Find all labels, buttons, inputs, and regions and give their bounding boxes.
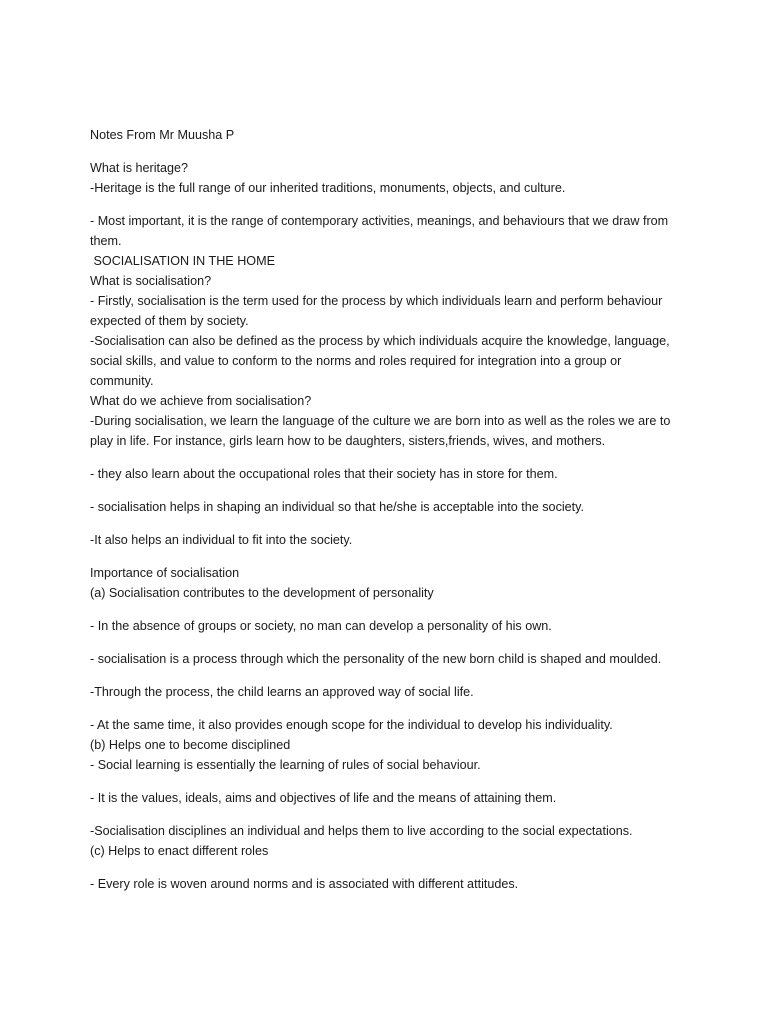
text-line: -Socialisation can also be defined as the process by which individuals acquire the knowledge, language, social skills, and value to conform to the norms and roles required for integration into a group or community. (90, 334, 674, 388)
text-line: - In the absence of groups or society, no man can develop a personality of his own. (90, 619, 552, 633)
document-title: Notes From Mr Muusha P (90, 128, 235, 142)
text-line: What is socialisation? (90, 274, 212, 288)
text-line: What do we achieve from socialisation? (90, 394, 312, 408)
paragraph (90, 464, 680, 484)
text-line: -Heritage is the full range of our inherited traditions, monuments, objects, and culture. (90, 181, 566, 195)
text-line: - It is the values, ideals, aims and objectives of life and the means of attaining them. (90, 791, 557, 805)
paragraph (90, 530, 680, 550)
paragraph (90, 874, 680, 894)
paragraph (90, 158, 680, 198)
text-line: What is heritage? (90, 161, 189, 175)
paragraph (90, 682, 680, 702)
text-line: - they also learn about the occupational roles that their society has in store for them. (90, 467, 558, 481)
paragraph (90, 616, 680, 636)
text-line: -Socialisation disciplines an individual and helps them to live according to the social expectations. (90, 824, 633, 838)
text-line: -Through the process, the child learns an approved way of social life. (90, 685, 474, 699)
text-line: - socialisation is a process through which the personality of the new born child is shaped and moulded. (90, 652, 662, 666)
paragraph (90, 715, 680, 775)
text-line: - socialisation helps in shaping an individual so that he/she is acceptable into the society. (90, 500, 585, 514)
paragraph (90, 821, 680, 861)
text-line: Importance of socialisation (90, 566, 240, 580)
text-line: - Every role is woven around norms and is associated with different attitudes. (90, 877, 519, 891)
text-line: - Firstly, socialisation is the term used for the process by which individuals learn and perform behaviour expected of them by society. (90, 294, 666, 328)
text-line: -It also helps an individual to fit into the society. (90, 533, 353, 547)
text-line: (b) Helps one to become disciplined (90, 738, 291, 752)
paragraph (90, 788, 680, 808)
text-line: -During socialisation, we learn the language of the culture we are born into as well as the roles we are to play in life. For instance, girls learn how to be daughters, sisters,friends, wives, and mothers. (90, 414, 674, 448)
paragraph (90, 649, 680, 669)
paragraph-list (90, 158, 680, 894)
text-line: SOCIALISATION IN THE HOME (90, 254, 275, 268)
document-body (90, 125, 680, 907)
paragraph (90, 211, 680, 451)
paragraph (90, 563, 680, 603)
text-line: (a) Socialisation contributes to the development of personality (90, 586, 434, 600)
text-line: (c) Helps to enact different roles (90, 844, 269, 858)
paragraph (90, 497, 680, 517)
text-line: - Most important, it is the range of contemporary activities, meanings, and behaviours that we draw from them. (90, 214, 672, 248)
text-line: - At the same time, it also provides enough scope for the individual to develop his individuality. (90, 718, 613, 732)
text-line: - Social learning is essentially the learning of rules of social behaviour. (90, 758, 481, 772)
